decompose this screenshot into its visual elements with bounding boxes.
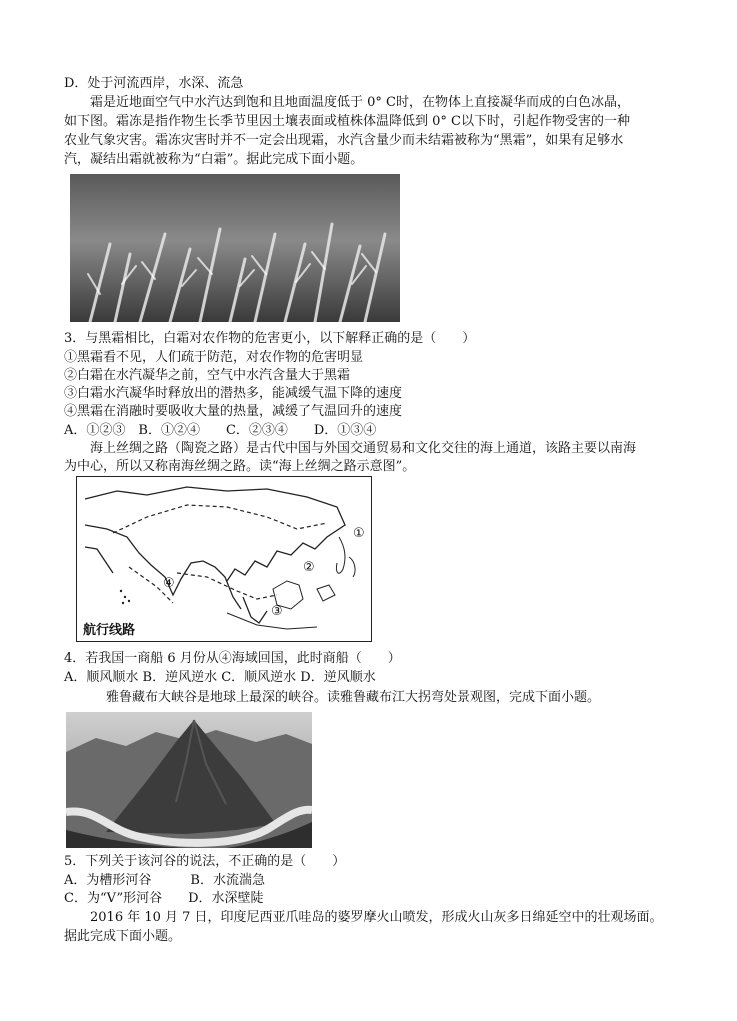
map-legend-label: 航行线路 xyxy=(81,619,137,638)
frost-photo xyxy=(70,174,400,322)
frost-intro-line-1: 霜是近地面空气中水汽达到饱和且地面温度低于 0° C时，在物体上直接凝华而成的白色冰晶， xyxy=(90,95,630,110)
question-4-answers: A．顺风顺水 B．逆风逆水 C．顺风逆水 D．逆风顺水 xyxy=(64,670,376,685)
question-3-statement-1: ①黑霜看不见，人们疏于防范，对农作物的危害明显 xyxy=(64,350,364,365)
silk-road-intro-line-2: 为中心，所以又称南海丝绸之路。读“海上丝绸之路示意图”。 xyxy=(64,459,416,474)
canyon-photo xyxy=(66,712,312,848)
question-5: 5．下列关于该河谷的说法，不正确的是（ ） xyxy=(64,854,346,869)
frost-intro-line-2: 如下图。霜冻是指作物生长季节里因土壤表面或植株体温降低到 0° C以下时，引起作物受害的一种 xyxy=(64,114,630,129)
volcano-intro-line-2: 据此完成下面小题。 xyxy=(64,929,182,944)
map-marker-1: ① xyxy=(353,526,365,541)
map-marker-2: ② xyxy=(303,560,315,575)
question-3-statement-3: ③白霜水汽凝华时释放出的潜热多，能减缓气温下降的速度 xyxy=(64,386,403,401)
silk-road-intro-line-1: 海上丝绸之路（陶瓷之路）是古代中国与外国交通贸易和文化交往的海上通道，该路主要以南海 xyxy=(90,441,637,456)
canyon-intro: 雅鲁藏布大峡谷是地球上最深的峡谷。读雅鲁藏布江大拐弯处景观图，完成下面小题。 xyxy=(106,690,601,705)
map-marker-4: ④ xyxy=(163,576,175,591)
question-3-statement-2: ②白霜在水汽凝华之前，空气中水汽含量大于黑霜 xyxy=(64,368,351,383)
question-3-answers: A．①②③ B．①②④ C．②③④ D．①③④ xyxy=(64,423,377,438)
volcano-intro-line-1: 2016 年 10 月 7 日，印度尼西亚爪哇岛的婆罗摩火山喷发，形成火山灰多日绵延空中的壮观场面。 xyxy=(90,910,663,925)
frost-intro-line-4: 汽，凝结出霜就被称为“白霜”。据此完成下面小题。 xyxy=(64,152,364,167)
question-3: 3．与黑霜相比，白霜对农作物的危害更小，以下解释正确的是（ ） xyxy=(64,331,476,346)
question-5-options-cd: C．为“V”形河谷 D．水深壁陡 xyxy=(64,891,264,906)
frost-intro-line-3: 农业气象灾害。霜冻灾害时并不一定会出现霜，水汽含量少而未结霜被称为“黑霜”，如果有足够水 xyxy=(64,133,624,148)
map-marker-3: ③ xyxy=(271,604,283,619)
question-5-options-ab: A．为槽形河谷 B．水流湍急 xyxy=(64,873,265,888)
option-d-previous: D．处于河流西岸，水深、流急 xyxy=(64,76,244,91)
question-4: 4．若我国一商船 6 月份从④海域回国，此时商船（ ） xyxy=(64,651,401,666)
question-3-statement-4: ④黑霜在消融时要吸收大量的热量，减缓了气温回升的速度 xyxy=(64,404,403,419)
silk-road-map xyxy=(76,476,372,642)
